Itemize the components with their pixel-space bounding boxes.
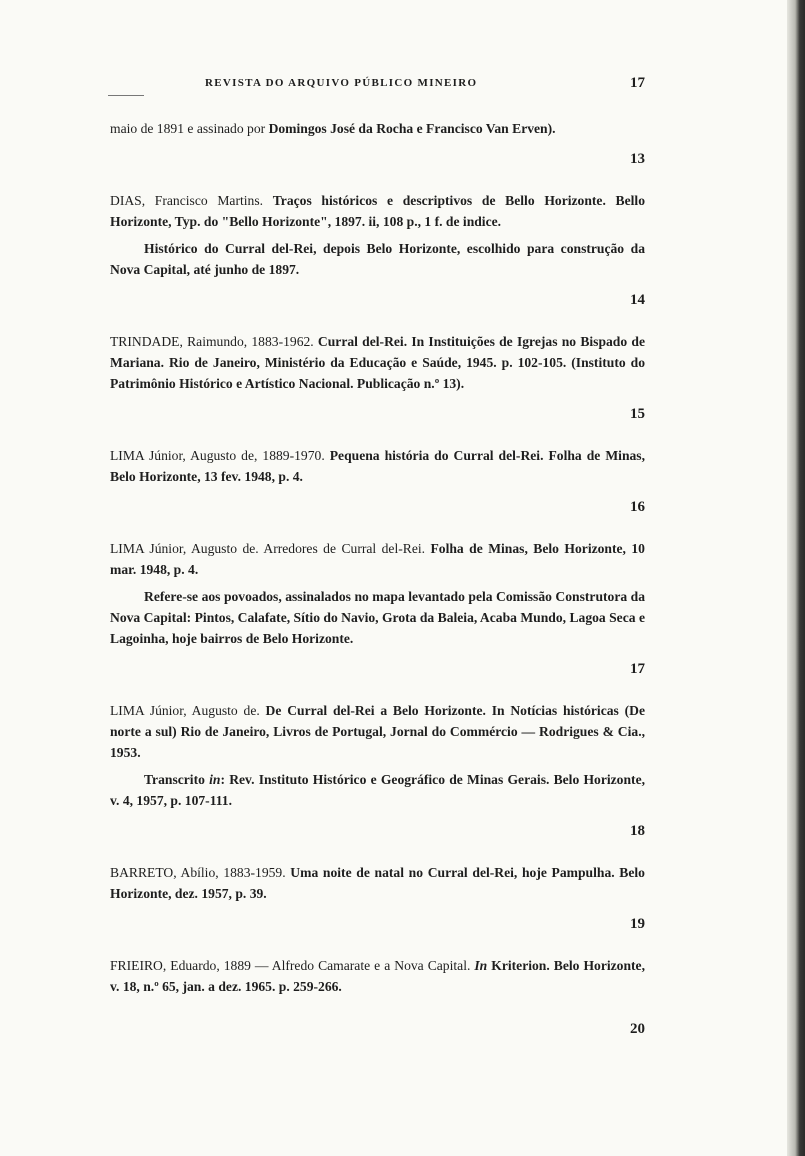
entry-reference (110, 190, 645, 232)
entry (110, 955, 645, 997)
entry-note (110, 769, 645, 811)
entry-author: LIMA Júnior, Augusto de. (110, 703, 266, 718)
entry-title: Curral del-Rei. In Instituições de Igrejas no Bispado de Mariana. Rio de Janeiro, Ministério da Educação e Saúde, 1945. p. 102-105. (Instituto do Patrimônio Histórico e Artístico Nacional. Publicação n.º 13). (110, 334, 645, 391)
entry-italic: In (474, 958, 488, 973)
entry (110, 445, 645, 487)
page-edge-shadow (787, 0, 805, 1156)
entry-author: TRINDADE, Raimundo, 1883-1962. (110, 334, 318, 349)
entry-author: LIMA Júnior, Augusto de. Arredores de Curral del-Rei. (110, 541, 431, 556)
entry-number: 20 (630, 1021, 645, 1037)
running-head: REVISTA DO ARQUIVO PÚBLICO MINEIRO (205, 77, 478, 89)
continuation-bold: Domingos José da Rocha e Francisco Van Erven). (268, 121, 556, 136)
entry-author: BARRETO, Abílio, 1883-1959. (110, 865, 291, 880)
entry (110, 700, 645, 811)
entry-number: 16 (630, 499, 645, 515)
entry-title: Uma noite de natal no Curral del-Rei, hoje Pampulha. Belo Horizonte, dez. 1957, p. 39. (110, 865, 645, 901)
entry-number: 15 (630, 406, 645, 422)
entry-number: 18 (630, 823, 645, 839)
entry-reference (110, 445, 645, 487)
entry-author: DIAS, Francisco Martins. (110, 193, 273, 208)
entry (110, 331, 645, 394)
note-italic: in (209, 772, 221, 787)
entry-title: Pequena história do Curral del-Rei. Folha de Minas, Belo Horizonte, 13 fev. 1948, p. 4. (110, 448, 645, 484)
page-number: 17 (630, 75, 645, 91)
entry-number: 13 (630, 151, 645, 167)
entry-reference (110, 538, 645, 580)
entry-title: De Curral del-Rei a Belo Horizonte. In Notícias históricas (De norte a sul) Rio de Janeiro, Livros de Portugal, Jornal do Commércio — Rodrigues & Cia., 1953. (110, 703, 645, 760)
entry-reference (110, 700, 645, 763)
entry (110, 538, 645, 649)
entry-title: Kriterion. Belo Horizonte, v. 18, n.º 65, jan. a dez. 1965. p. 259-266. (110, 958, 645, 994)
entry-number: 17 (630, 661, 645, 677)
note-rest: : Rev. Instituto Histórico e Geográfico de Minas Gerais. Belo Horizonte, v. 4, 1957, p. 107-111. (110, 772, 646, 808)
continuation-text (110, 118, 645, 139)
entry-title: Folha de Minas, Belo Horizonte, 10 mar. 1948, p. 4. (110, 541, 645, 577)
entry (110, 190, 645, 280)
note-plain: Transcrito (144, 772, 210, 787)
entry-author: FRIEIRO, Eduardo, 1889 — Alfredo Camarate e a Nova Capital. (110, 958, 475, 973)
page-header (205, 77, 645, 97)
entry-title: Traços históricos e descriptivos de Bello Horizonte. Bello Horizonte, Typ. do "Bello Horizonte", 1897. ii, 108 p., 1 f. de indice. (110, 193, 645, 229)
entry-number: 14 (630, 292, 645, 308)
entry-reference (110, 862, 645, 904)
continuation-plain: maio de 1891 e assinado por (110, 121, 269, 136)
entry-author: LIMA Júnior, Augusto de, 1889-1970. (110, 448, 330, 463)
entry-note: Refere-se aos povoados, assinalados no mapa levantado pela Comissão Construtora da Nova Capital: Pintos, Calafate, Sítio do Navio, Grota da Baleia, Acaba Mundo, Lagoa Seca e Lagoinha, hoje bairros de Belo Horizonte. (110, 589, 645, 646)
entry-reference (110, 331, 645, 394)
header-rule (108, 95, 144, 96)
bibliography-content (110, 118, 645, 1060)
entry-reference (110, 955, 645, 997)
entry-note: Histórico do Curral del-Rei, depois Belo Horizonte, escolhido para construção da Nova Capital, até junho de 1897. (110, 241, 645, 277)
entry-number: 19 (630, 916, 645, 932)
entry (110, 862, 645, 904)
